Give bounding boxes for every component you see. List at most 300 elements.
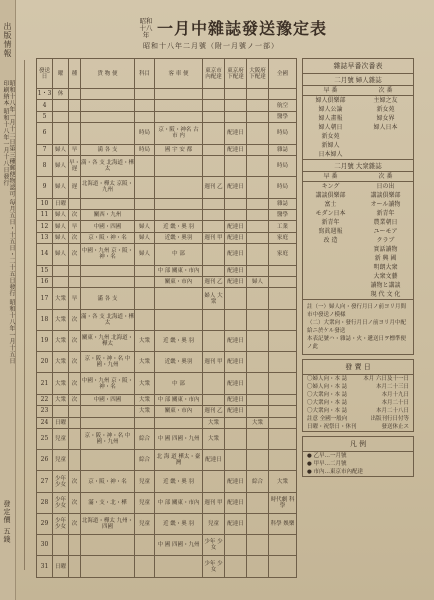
table-cell-all [269, 89, 297, 100]
table-row [37, 406, 297, 417]
table-cell-pass: 關東・市內 [155, 276, 203, 287]
table-row [37, 513, 297, 534]
list-item: クラブ [376, 237, 395, 244]
list-column-header: 早 番 [303, 172, 358, 182]
table-cell-osaka [247, 406, 269, 417]
table-row [37, 556, 297, 578]
table-cell-osaka [247, 209, 269, 220]
table-cell-kind [69, 198, 81, 209]
table-cell-pass [155, 209, 203, 220]
table-cell-all [269, 265, 297, 276]
table-cell-fuka [225, 535, 247, 556]
table-cell-wd [53, 100, 69, 111]
table-cell-kind [69, 406, 81, 417]
table-cell-freight [81, 265, 135, 276]
margin-rule [24, 60, 25, 570]
table-cell-subj: 時局 [135, 123, 155, 144]
table-cell-day: 16 [37, 276, 53, 287]
list-item: 日の出 [376, 183, 395, 190]
table-cell-osaka: 大衆 [247, 417, 269, 428]
table-cell-subj: 大衆 [135, 352, 155, 373]
table-cell-day: 27 [37, 471, 53, 492]
table-cell-kind [69, 265, 81, 276]
table-cell-wd: 兒童 [53, 428, 69, 449]
table-cell-pass: 中 部 [155, 373, 203, 394]
release-date: 出版刊行日付等 [370, 416, 409, 422]
table-cell-tokyo [203, 144, 225, 155]
column-header: 客 車 便 [155, 59, 203, 89]
table-cell-subj: 婦人 [135, 221, 155, 232]
table-cell-freight: 中國・四國 [81, 221, 135, 232]
list-item: 日本婦人 [318, 151, 343, 158]
table-row [37, 535, 297, 556]
table-cell-wd: 大衆 [53, 288, 69, 309]
table-cell-wd: 大衆 [53, 309, 69, 330]
table-cell-pass: 中 國 四國・九州 [155, 535, 203, 556]
table-cell-wd [53, 123, 69, 144]
table-cell-fuka: 配達日 [225, 144, 247, 155]
table-cell-all [269, 428, 297, 449]
list-item: 新婦人 [321, 142, 340, 149]
table-cell-day: 20 [37, 352, 53, 373]
table-cell-osaka [247, 177, 269, 198]
table-cell-fuka [225, 428, 247, 449]
table-cell-fuka: 配達日 [225, 492, 247, 513]
list-item: 寫眞週報 [318, 228, 343, 235]
list-item: キング [321, 183, 340, 190]
popular-magazine-list [303, 172, 413, 299]
table-cell-pass [155, 177, 203, 198]
table-cell-subj: 兒童 [135, 513, 155, 534]
table-cell-tokyo: 少年 少女 [203, 535, 225, 556]
table-cell-wd: 婦人 [53, 156, 69, 177]
table-cell-freight: 北海道・樺太 京阪・九州 [81, 177, 135, 198]
column-header: 貨 物 便 [81, 59, 135, 89]
table-cell-freight: 京・阪・神・名 [81, 471, 135, 492]
table-cell-subj [135, 556, 155, 578]
table-cell-tokyo [203, 244, 225, 265]
table-cell-subj: 兒童 [135, 492, 155, 513]
table-cell-pass [155, 309, 203, 330]
column-header: 大阪府下配達 [247, 59, 269, 89]
table-cell-day: 9 [37, 177, 53, 198]
table-cell-subj [135, 276, 155, 287]
magazine-order-box [302, 58, 414, 355]
table-cell-kind: 早 [69, 221, 81, 232]
release-label: 〇婦人向・本 誌 [307, 384, 348, 390]
table-cell-subj [135, 288, 155, 309]
table-cell-subj: 大衆 [135, 373, 155, 394]
release-label: 〇大衆向・本 誌 [307, 408, 348, 414]
list-item: 主婦之友 [373, 97, 398, 104]
table-cell-wd: 日曜 [53, 417, 69, 428]
table-cell-fuka: 配達日 [225, 406, 247, 417]
table-cell-all: 雜誌 [269, 144, 297, 155]
table-cell-freight: 中國・九州 京・阪・神・名 [81, 244, 135, 265]
notes-block [303, 299, 413, 354]
list-column-header: 次 番 [358, 86, 413, 96]
table-row [37, 209, 297, 220]
table-cell-day: 4 [37, 100, 53, 111]
list-item: 講談倶樂部 [315, 192, 346, 199]
list-item: 改 造 [323, 237, 338, 244]
table-cell-wd: 日曜 [53, 198, 69, 209]
table-cell-freight [81, 417, 135, 428]
table-cell-subj: 大衆 [135, 394, 155, 405]
table-cell-osaka [247, 428, 269, 449]
table-cell-wd [53, 265, 69, 276]
table-cell-day: 5 [37, 111, 53, 122]
table-cell-day: 13 [37, 232, 53, 243]
table-cell-tokyo [203, 394, 225, 405]
release-date: 本月十九日 [381, 392, 409, 398]
table-cell-day: 14 [37, 244, 53, 265]
release-label: 日曜・祝祭日・休刊 [307, 424, 357, 430]
note-line: 本表記號ハ・雜誌・火・遞送日ヲ標準便ノ此 [307, 336, 407, 350]
table-cell-wd: 少年 少女 [53, 471, 69, 492]
table-cell-tokyo: 週刊 甲 [203, 492, 225, 513]
table-cell-osaka [247, 265, 269, 276]
table-cell-kind [69, 100, 81, 111]
table-cell-pass: 近畿・奧羽 [155, 352, 203, 373]
release-row [303, 375, 413, 383]
table-cell-fuka: 配達日 [225, 352, 247, 373]
table-cell-freight [81, 535, 135, 556]
table-cell-fuka: 配達日 [225, 221, 247, 232]
column-header: 東京府下配達 [225, 59, 247, 89]
table-cell-tokyo: 週刊 乙 [203, 177, 225, 198]
table-cell-fuka: 配達日 [225, 330, 247, 351]
table-cell-wd: 少年 少女 [53, 492, 69, 513]
table-cell-subj [135, 309, 155, 330]
table-row [37, 100, 297, 111]
table-cell-kind: 次 [69, 373, 81, 394]
legend-item: ● 甲早…二月號 [307, 461, 347, 467]
table-cell-all: 時局 [269, 177, 297, 198]
table-row [37, 221, 297, 232]
list-item: 富士 [324, 201, 337, 208]
table-cell-kind: 早 [69, 144, 81, 155]
table-cell-fuka: 配達日 [225, 244, 247, 265]
table-cell-tokyo [203, 89, 225, 100]
table-cell-all: 家庭 [269, 232, 297, 243]
table-row [37, 471, 297, 492]
table-row [37, 352, 297, 373]
list-item: 婦人朝日 [318, 124, 343, 131]
table-cell-osaka [247, 330, 269, 351]
table-row [37, 244, 297, 265]
table-cell-tokyo [203, 198, 225, 209]
table-cell-tokyo [203, 100, 225, 111]
table-cell-wd: 大衆 [53, 373, 69, 394]
list-item: 現 代 文 化 [370, 291, 401, 298]
table-cell-day: 17 [37, 288, 53, 309]
table-cell-kind: 次 [69, 209, 81, 220]
table-cell-wd [53, 276, 69, 287]
list-item: 讀物と講談 [370, 282, 401, 289]
table-cell-fuka: 配達日 [225, 394, 247, 405]
table-cell-all [269, 406, 297, 417]
column-header: 種 [69, 59, 81, 89]
table-cell-pass [155, 417, 203, 428]
table-cell-fuka [225, 100, 247, 111]
table-cell-wd: 婦人 [53, 144, 69, 155]
table-cell-freight [81, 123, 135, 144]
table-row [37, 394, 297, 405]
table-cell-all: 航空 [269, 100, 297, 111]
table-cell-pass: 中 部 關東・市內 [155, 265, 203, 276]
release-label: 〇婦人向・本 誌 [307, 376, 348, 382]
table-cell-wd: 大衆 [53, 352, 69, 373]
magazine-order-title: 雜誌早番次番表 [303, 59, 413, 74]
column-header: 東京市內配達 [203, 59, 225, 89]
release-row [303, 423, 413, 431]
table-cell-pass: 中 部 [155, 244, 203, 265]
table-row [37, 288, 297, 309]
table-cell-fuka: 配達日 [225, 276, 247, 287]
table-cell-freight: 満 各 支 [81, 144, 135, 155]
table-cell-freight [81, 406, 135, 417]
table-cell-wd [53, 406, 69, 417]
table-cell-all: 時局 [269, 156, 297, 177]
table-cell-fuka: 配達日 [225, 177, 247, 198]
title-era: 昭和十八年 [139, 17, 153, 39]
table-cell-day: 28 [37, 492, 53, 513]
table-cell-subj [135, 265, 155, 276]
table-cell-day: 11 [37, 209, 53, 220]
table-row [37, 144, 297, 155]
table-cell-wd: 少年 少女 [53, 513, 69, 534]
list-item: ユーモア [373, 228, 398, 235]
spine-price: 發定價 五錢 [3, 500, 11, 544]
table-cell-tokyo [203, 156, 225, 177]
table-cell-freight: 滿・支・北・樺 [81, 492, 135, 513]
table-cell-pass [155, 198, 203, 209]
list-item: 新 興 國 [374, 255, 397, 262]
table-cell-fuka [225, 209, 247, 220]
table-cell-kind [69, 556, 81, 578]
table-cell-tokyo [203, 111, 225, 122]
table-cell-tokyo [203, 330, 225, 351]
table-cell-kind: 次 [69, 309, 81, 330]
release-day-list [303, 375, 413, 431]
table-cell-tokyo: 週刊 乙 [203, 406, 225, 417]
table-cell-fuka [225, 309, 247, 330]
table-cell-subj [135, 89, 155, 100]
table-row [37, 450, 297, 471]
table-cell-subj: 綜合 [135, 428, 155, 449]
table-row [37, 309, 297, 330]
table-cell-fuka: 配達日 [225, 265, 247, 276]
table-cell-kind: 次 [69, 471, 81, 492]
note-line: 註（一）婦人向・發行月日ノ前ヨリ月間市中發送ノ模様 [307, 304, 407, 318]
table-cell-all [269, 352, 297, 373]
table-cell-kind [69, 276, 81, 287]
table-cell-kind: 遅 [69, 177, 81, 198]
table-cell-freight [81, 89, 135, 100]
table-cell-freight [81, 100, 135, 111]
spine-publication-info: 昭和十八年一月十二日第三種郵便物認可 毎月五日・十五日・二十五日發行 昭和十八年一月十五日印刷納本 昭和十八年一月十八日發行 [2, 80, 15, 365]
table-cell-freight: 満・各 支 北海道・樺太 [81, 156, 135, 177]
table-cell-osaka [247, 556, 269, 578]
table-cell-osaka [247, 513, 269, 534]
list-column-header: 早 番 [303, 86, 358, 96]
table-cell-day: 8 [37, 156, 53, 177]
table-cell-all: 時局 [269, 123, 297, 144]
table-cell-freight: 中國・四國 [81, 394, 135, 405]
table-cell-osaka [247, 352, 269, 373]
popular-early-column [303, 172, 358, 299]
table-cell-fuka: 配達日 [225, 513, 247, 534]
table-cell-fuka: 配達日 [225, 471, 247, 492]
table-cell-pass [155, 556, 203, 578]
table-cell-kind: 次 [69, 244, 81, 265]
table-cell-all: 科學 娛樂 [269, 513, 297, 534]
table-cell-kind [69, 89, 81, 100]
table-cell-all [269, 288, 297, 309]
release-date: 本月二十八日 [375, 408, 409, 414]
release-label: 〇大衆向・本 誌 [307, 392, 348, 398]
release-row [303, 407, 413, 415]
table-cell-tokyo [203, 471, 225, 492]
table-cell-fuka [225, 417, 247, 428]
table-cell-fuka [225, 288, 247, 309]
table-cell-wd: 兒童 [53, 450, 69, 471]
table-cell-day: 18 [37, 309, 53, 330]
table-cell-tokyo: 大衆 [203, 428, 225, 449]
release-date: 本月二十日 [381, 400, 409, 406]
table-cell-all: 醫學 [269, 111, 297, 122]
table-cell-freight [81, 450, 135, 471]
table-cell-day: 15 [37, 265, 53, 276]
table-cell-tokyo: 少年 少女 [203, 556, 225, 578]
table-cell-tokyo [203, 265, 225, 276]
table-cell-subj [135, 198, 155, 209]
table-cell-tokyo: 兒童 [203, 513, 225, 534]
table-row [37, 156, 297, 177]
table-cell-tokyo: 大衆 [203, 417, 225, 428]
release-row [303, 383, 413, 391]
table-cell-freight [81, 556, 135, 578]
table-cell-day: 29 [37, 513, 53, 534]
release-date: 本月 六日及十一日 [363, 376, 409, 382]
table-cell-day: 1・3 [37, 89, 53, 100]
legend-title: 凡 例 [303, 437, 413, 452]
table-cell-wd [53, 111, 69, 122]
table-cell-all: 醫學 [269, 209, 297, 220]
table-cell-freight: 京・阪・神・名 中國・九州 [81, 428, 135, 449]
table-cell-all [269, 535, 297, 556]
table-row [37, 492, 297, 513]
table-cell-osaka [247, 123, 269, 144]
table-cell-fuka: 配達日 [225, 232, 247, 243]
table-row [37, 123, 297, 144]
table-cell-kind: 早 [69, 288, 81, 309]
table-cell-all [269, 417, 297, 428]
table-cell-kind [69, 111, 81, 122]
table-cell-kind: 次 [69, 394, 81, 405]
table-cell-osaka [247, 244, 269, 265]
table-cell-osaka [247, 144, 269, 155]
release-row [303, 399, 413, 407]
table-cell-all [269, 394, 297, 405]
legend-item: ● 乙早…一月號 [307, 453, 347, 459]
table-cell-pass: 中 國 四國・九州 [155, 428, 203, 449]
legend-item: ● 市內…東京市內配達 [307, 469, 364, 475]
table-cell-osaka [247, 373, 269, 394]
table-cell-osaka [247, 288, 269, 309]
table-cell-fuka [225, 198, 247, 209]
table-cell-tokyo: 週刊 甲 [203, 352, 225, 373]
table-cell-fuka [225, 89, 247, 100]
table-cell-subj: 婦人 [135, 244, 155, 265]
table-row [37, 330, 297, 351]
table-cell-freight [81, 198, 135, 209]
table-cell-osaka: 綜合 [247, 471, 269, 492]
spine-title: 出版情報 [3, 22, 12, 58]
table-cell-day: 7 [37, 144, 53, 155]
list-item: 婦女界 [376, 115, 395, 122]
table-cell-subj: 綜合 [135, 450, 155, 471]
table-cell-freight [81, 276, 135, 287]
popular-magazine-title: 二月號 大衆雜誌 [303, 159, 413, 172]
table-cell-pass: 近 畿・奧 羽 [155, 221, 203, 232]
table-cell-fuka [225, 156, 247, 177]
table-cell-tokyo [203, 309, 225, 330]
table-cell-pass [155, 288, 203, 309]
column-header: 曜 [53, 59, 69, 89]
table-cell-fuka: 配達日 [225, 373, 247, 394]
table-cell-freight: 京・阪・神・名 中國・九州 [81, 352, 135, 373]
table-row [37, 89, 297, 100]
table-cell-day: 23 [37, 406, 53, 417]
table-cell-subj [135, 177, 155, 198]
table-cell-kind: 早・遅 [69, 156, 81, 177]
table-cell-kind [69, 428, 81, 449]
table-cell-all [269, 373, 297, 394]
table-cell-pass: 北 海 道 樺太・臺灣 [155, 450, 203, 471]
table-cell-wd: 婦人 [53, 209, 69, 220]
list-item: 明朗大衆 [373, 264, 398, 271]
table-cell-tokyo [203, 373, 225, 394]
table-cell-subj [135, 417, 155, 428]
table-cell-kind: 次 [69, 352, 81, 373]
release-day-title: 發 賣 日 [303, 360, 413, 375]
table-cell-subj: 大衆 [135, 406, 155, 417]
table-cell-all: 時代劇 科學 [269, 492, 297, 513]
list-item: 新女苑 [321, 133, 340, 140]
list-item: 實話讀物 [373, 246, 398, 253]
table-cell-fuka [225, 556, 247, 578]
table-cell-day: 25 [37, 428, 53, 449]
table-cell-day: 30 [37, 535, 53, 556]
table-cell-kind: 次 [69, 232, 81, 243]
table-cell-kind: 次 [69, 492, 81, 513]
table-cell-day: 6 [37, 123, 53, 144]
table-cell-subj: 兒童 [135, 471, 155, 492]
table-cell-subj [135, 535, 155, 556]
table-cell-osaka [247, 89, 269, 100]
table-cell-all: 工業 [269, 221, 297, 232]
table-cell-pass: 近 畿・奧 羽 [155, 513, 203, 534]
binding-spine [0, 0, 16, 600]
list-item: 講談倶樂部 [370, 192, 401, 199]
table-cell-osaka [247, 221, 269, 232]
table-cell-day: 24 [37, 417, 53, 428]
table-row [37, 265, 297, 276]
table-cell-subj: 婦人 [135, 232, 155, 243]
table-cell-tokyo: 週刊 甲 [203, 232, 225, 243]
